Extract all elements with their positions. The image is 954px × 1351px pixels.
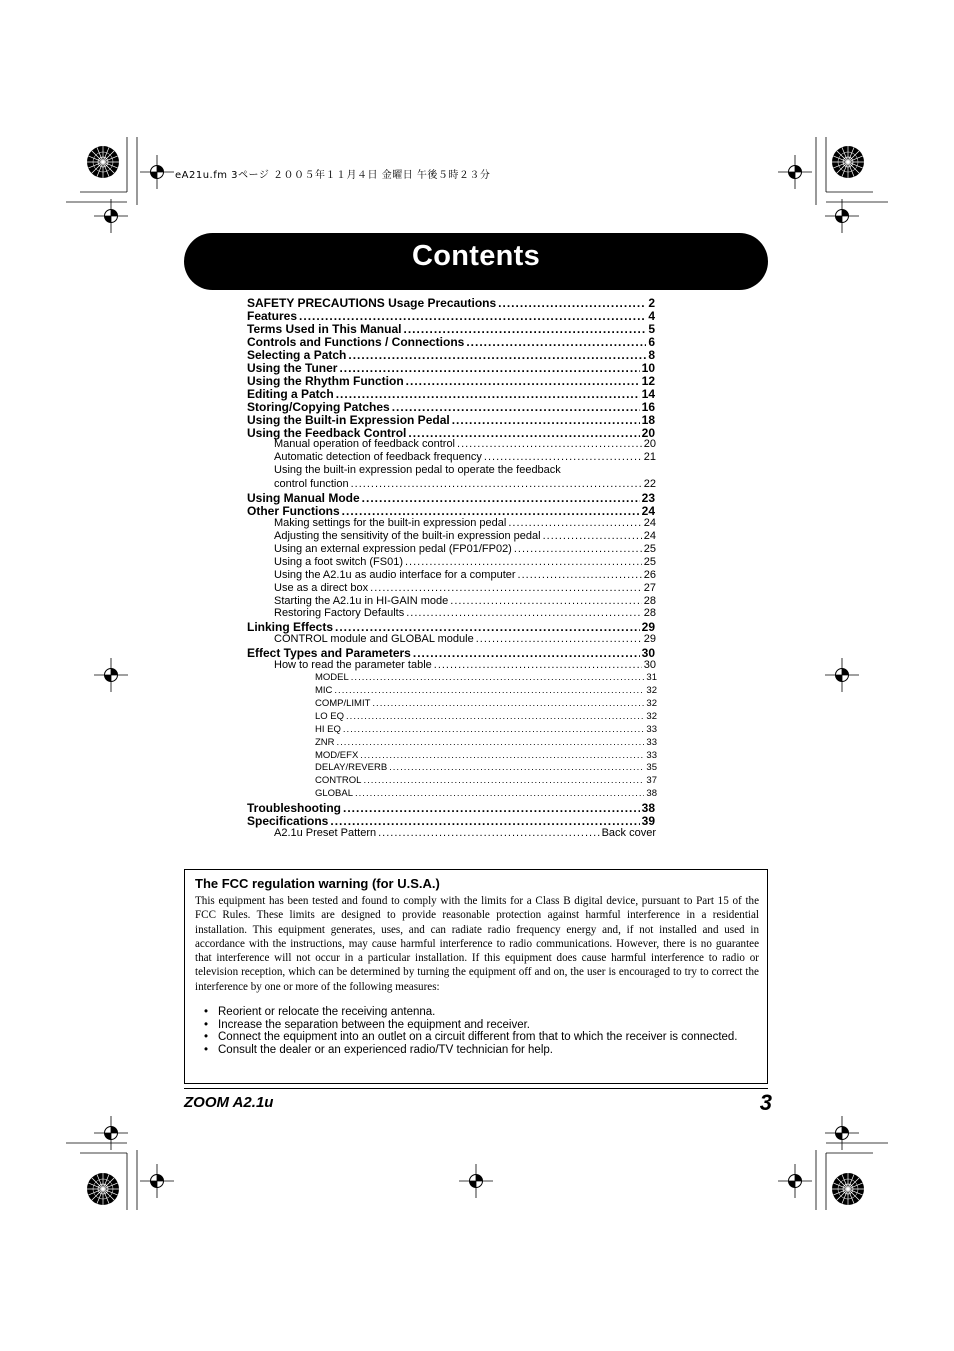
toc-entry [247,322,655,336]
toc-entry [274,478,656,490]
toc-entry-page: 28 [643,607,656,620]
toc-entry [315,762,657,773]
toc-leader-dots [484,451,642,463]
toc-entry-page: 29 [643,633,656,646]
toc-entry [274,543,656,555]
toc-entry-page: 4 [648,308,655,323]
toc-leader-dots [363,775,644,786]
toc-entry-page: 30 [643,659,656,672]
toc-leader-dots [342,504,640,518]
toc-entry-page: 33 [646,749,657,761]
toc-entry-label: Specifications [247,814,329,829]
toc-entry [315,775,657,786]
toc-entry-page: 22 [643,477,656,490]
toc-entry-page: 8 [648,347,655,362]
toc-entry-label: Using the Rhythm Function [247,373,404,388]
toc-entry-label: Using the built-in expression pedal to operate the feedback [274,464,561,477]
toc-leader-dots [405,556,642,568]
toc-entry-page: 24 [643,529,656,542]
page-title: Contents [411,240,541,272]
toc-leader-dots [406,607,642,619]
toc-leader-dots [336,387,640,401]
toc-leader-dots [337,737,645,748]
footer-model-name: ZOOM A2.1u [184,1094,274,1111]
toc-entry-page: 32 [646,697,657,709]
toc-leader-dots [343,801,640,815]
toc-entry-page: 37 [646,775,657,787]
toc-entry [247,814,655,828]
toc-entry [274,582,656,594]
toc-entry-page: 21 [643,451,656,464]
toc-entry-label: Controls and Functions / Connections [247,334,465,349]
toc-leader-dots [452,413,640,427]
toc-entry [247,348,655,362]
toc-entry-label: SAFETY PRECAUTIONS Usage Precautions [247,296,497,310]
toc-entry-label: Using the A2.1u as audio interface for a computer [274,568,516,581]
toc-entry-label: GLOBAL [315,788,354,800]
toc-entry-label: Using a foot switch (FS01) [274,555,403,568]
toc-entry-label: Using the Tuner [247,360,338,375]
toc-leader-dots [392,400,640,414]
toc-leader-dots [378,827,599,839]
toc-entry-label: Manual operation of feedback control [274,438,456,451]
toc-entry-label: Use as a direct box [274,581,369,594]
list-item: • Increase the separation between the equipment and receiver. [204,1018,530,1031]
toc-entry-page: 27 [643,581,656,594]
toc-entry-label: Editing a Patch [247,386,334,401]
toc-entry-label: Troubleshooting [247,801,341,816]
toc-entry-label: DELAY/REVERB [315,762,388,774]
toc-entry-page: 5 [648,321,655,336]
toc-leader-dots [355,788,644,799]
toc-entry [315,672,657,683]
toc-entry-page: 32 [646,710,657,722]
toc-entry-page: 23 [641,490,655,505]
toc-entry-label: Starting the A2.1u in HI-GAIN mode [274,594,449,607]
toc-entry-page: Back cover [601,827,656,840]
toc-entry-page: 20 [643,438,656,451]
fcc-warning-box [184,869,768,1084]
toc-entry-label: LO EQ [315,710,345,722]
toc-entry-label: MIC [315,685,333,697]
list-item: • Consult the dealer or an experienced radio/TV technician for help. [204,1043,553,1056]
toc-leader-dots [543,530,642,542]
toc-entry [315,711,657,722]
toc-leader-dots [351,672,645,683]
toc-leader-dots [346,711,644,722]
toc-leader-dots [413,646,640,660]
toc-entry [247,296,655,310]
toc-entry [315,698,657,709]
toc-entry-label: MODEL [315,672,349,684]
list-item: • Connect the equipment into an outlet on a circuit different from that to which the receiver is connected. [204,1031,738,1044]
toc-entry [274,517,656,529]
toc-entry-label: Using the Built-in Expression Pedal [247,412,450,427]
toc-entry [247,646,655,660]
list-item: • Reorient or relocate the receiving antenna. [204,1006,436,1018]
toc-entry [274,659,656,671]
toc-entry [247,413,655,427]
toc-leader-dots [339,361,639,375]
toc-entry-page: 25 [643,555,656,568]
toc-entry-label: Using the Feedback Control [247,425,407,440]
toc-entry [315,685,657,696]
toc-leader-dots [360,750,644,761]
toc-entry [247,491,655,505]
toc-leader-dots [457,438,642,450]
toc-entry [274,827,656,839]
toc-entry-page: 39 [641,814,655,829]
toc-entry [274,556,656,568]
toc-entry-page: 10 [641,360,655,375]
toc-leader-dots [508,517,641,529]
print-header-note: eA21u.fm 3ページ ２００５年１１月４日 金曜日 午後５時２３分 [175,170,491,181]
toc-leader-dots [406,374,640,388]
toc-entry-label: control function [274,477,349,490]
toc-leader-dots [466,335,646,349]
toc-entry [247,335,655,349]
toc-entry-page: 6 [648,334,655,349]
toc-entry [315,788,657,799]
toc-leader-dots [330,814,639,828]
toc-entry [315,750,657,761]
fcc-measures-list [204,1006,754,1056]
toc-leader-dots [450,595,641,607]
toc-entry-page: 28 [643,594,656,607]
toc-entry-page: 26 [643,568,656,581]
toc-entry [274,595,656,607]
toc-entry [247,361,655,375]
toc-entry [274,530,656,542]
toc-entry [247,309,655,323]
footer-page-number: 3 [759,1090,772,1115]
fcc-body: This equipment has been tested and found to comply with the limits for a Class B digital device, pursuant to Part 15 of the FCC Rules. These limits are designed to provide reasonable protection against harmful interference in a residential installation. This equipment generates, uses, and can radiate radio frequency energy and, if not installed and used in accordance with the instructions, may cause harmful interference to radio communications. However, there is no guarantee that interference will not occur in a particular installation. If this equipment does cause harmful interference to radio or television reception, which can be determined by turning the equipment off and on, the user is encouraged to try to correct the interference by one or more of the following measures: [195,895,759,993]
toc-entry [247,620,655,634]
toc-leader-dots [348,348,646,362]
toc-leader-dots [351,478,642,490]
toc-entry-page: 12 [641,373,655,388]
toc-entry-label: Storing/Copying Patches [247,399,390,414]
toc-entry [274,633,656,645]
toc-entry [247,426,655,440]
toc-entry-page: 35 [646,762,657,774]
toc-entry-page: 38 [641,801,655,816]
toc-entry-page: 30 [641,646,655,661]
toc-entry-label: Selecting a Patch [247,347,347,362]
toc-entry-page: 16 [641,399,655,414]
toc-entry-label: Adjusting the sensitivity of the built-in expression pedal [274,529,541,542]
toc-entry [247,801,655,815]
toc-entry-label: Other Functions [247,503,340,518]
toc-entry-label: CONTROL [315,775,362,787]
toc-entry-page: 33 [646,736,657,748]
toc-entry-label: MOD/EFX [315,749,359,761]
toc-entry-page: 24 [641,503,655,518]
toc-entry-page: 29 [641,620,655,635]
toc-leader-dots [403,322,646,336]
toc-leader-dots [335,620,640,634]
toc-leader-dots [498,296,646,310]
toc-leader-dots [476,633,642,645]
toc-entry [274,607,656,619]
footer-rule [184,1088,768,1089]
toc-entry-page: 38 [646,788,657,800]
toc-entry-page: 31 [646,672,657,684]
toc-entry-label: Using an external expression pedal (FP01/FP02) [274,542,512,555]
toc-leader-dots [372,698,644,709]
toc-entry-label: A2.1u Preset Pattern [274,827,377,840]
toc-entry [274,464,656,476]
toc-entry-label: CONTROL module and GLOBAL module [274,633,474,646]
toc-leader-dots [299,309,646,323]
toc-entry [247,504,655,518]
toc-entry-label: Using Manual Mode [247,490,360,505]
toc-leader-dots [408,426,639,440]
toc-entry [274,569,656,581]
toc-entry-page: 32 [646,685,657,697]
toc-entry-label: Terms Used in This Manual [247,321,402,336]
fcc-title: The FCC regulation warning (for U.S.A.) [195,876,440,891]
toc-entry-label: Linking Effects [247,620,334,635]
toc-entry-label: Restoring Factory Defaults [274,607,405,620]
toc-entry-label: How to read the parameter table [274,659,432,672]
toc-entry [315,724,657,735]
toc-leader-dots [514,543,642,555]
toc-entry-page: 2 [648,296,655,310]
toc-entry [247,400,655,414]
toc-entry [274,438,656,450]
toc-leader-dots [434,659,642,671]
toc-entry-page: 18 [641,412,655,427]
toc-leader-dots [518,569,642,581]
toc-entry-label: Making settings for the built-in expression pedal [274,516,507,529]
toc-entry-label: HI EQ [315,723,341,735]
toc-entry [315,737,657,748]
toc-entry-label: Effect Types and Parameters [247,646,411,661]
toc-entry-page: 33 [646,723,657,735]
toc-entry [247,387,655,401]
toc-entry-page: 24 [643,516,656,529]
toc-entry-label: ZNR [315,736,335,748]
contents-title-bar [184,233,768,290]
toc-leader-dots [389,762,644,773]
toc-entry-label: Features [247,308,298,323]
toc-entry-page: 20 [641,425,655,440]
toc-leader-dots [334,685,644,696]
toc-leader-dots [362,491,640,505]
toc-entry-label: Automatic detection of feedback frequency [274,451,482,464]
toc-leader-dots [370,582,642,594]
toc-entry-label: COMP/LIMIT [315,697,371,709]
toc-leader-dots [343,724,645,735]
toc-entry-page: 14 [641,386,655,401]
toc-entry-page: 25 [643,542,656,555]
toc-entry [247,374,655,388]
toc-entry [274,451,656,463]
